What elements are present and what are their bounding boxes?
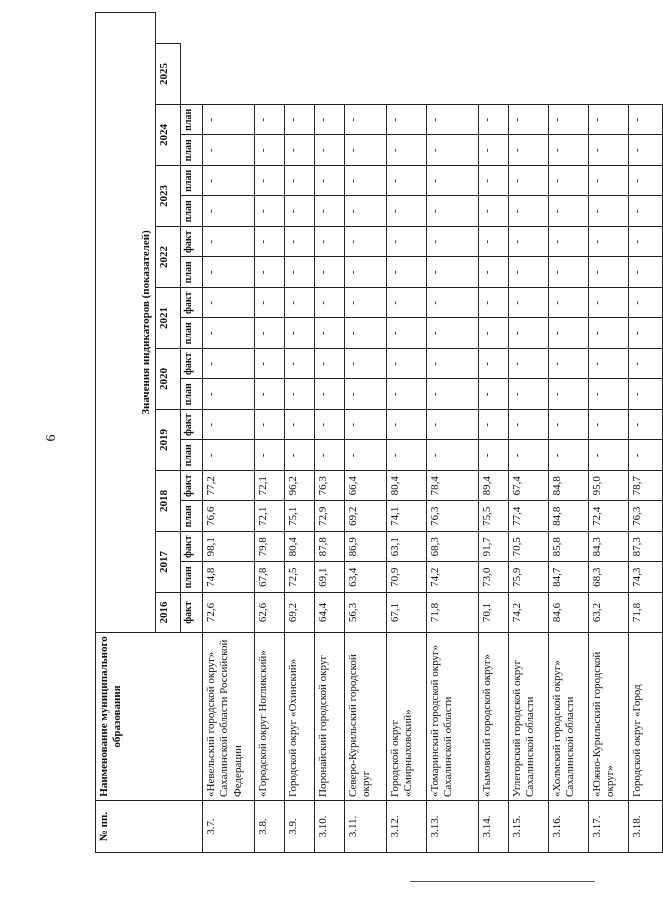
value-cell: -: [509, 166, 549, 197]
value-cell: -: [629, 349, 663, 380]
value-fact-2018: 77,2: [203, 471, 255, 502]
row-name: «Холмский городской округ» Сахалинской области: [549, 633, 589, 801]
value-cell: -: [549, 196, 589, 227]
value-cell: -: [315, 257, 345, 288]
value-cell: -: [285, 257, 315, 288]
value-fact-2016: 71,8: [629, 593, 663, 633]
value-cell: -: [255, 227, 285, 258]
value-cell: -: [427, 166, 479, 197]
value-fact-2018: 95,0: [589, 471, 629, 502]
value-fact-2016: 64,4: [315, 593, 345, 633]
value-cell: -: [629, 288, 663, 319]
sub-plan: план: [181, 166, 203, 197]
year-2019: 2019: [156, 410, 181, 471]
value-cell: -: [427, 227, 479, 258]
value-cell: -: [387, 288, 427, 319]
value-cell: -: [549, 349, 589, 380]
value-cell: -: [315, 135, 345, 166]
sub-plan: план: [181, 501, 203, 532]
row-number: 3.7.: [203, 801, 255, 853]
sub-plan: план: [181, 135, 203, 166]
value-fact-2016: 70,1: [479, 593, 509, 633]
value-cell: -: [479, 318, 509, 349]
sub-plan: план: [181, 379, 203, 410]
footer-rule: [410, 881, 595, 882]
value-fact-2017: 87,8: [315, 532, 345, 563]
value-cell: -: [203, 257, 255, 288]
value-fact-2016: 69,2: [285, 593, 315, 633]
value-fact-2017: 98,1: [203, 532, 255, 563]
value-plan-2017: 63,4: [345, 562, 387, 593]
table-row: [509, 12, 549, 852]
row-name: «Невельский городской округ» Сахалинской области Российской Федерации: [203, 633, 255, 801]
rotated-table-container: [95, 53, 643, 853]
year-2020: 2020: [156, 349, 181, 410]
row-number: 3.17.: [589, 801, 629, 853]
value-plan-2017: 69,1: [315, 562, 345, 593]
value-cell: -: [589, 227, 629, 258]
value-plan-2017: 73,0: [479, 562, 509, 593]
sub-plan: план: [181, 318, 203, 349]
value-cell: -: [285, 318, 315, 349]
row-name: Северо-Курильский городской округ: [345, 633, 387, 801]
value-cell: -: [479, 257, 509, 288]
value-cell: -: [589, 440, 629, 471]
value-cell: -: [549, 105, 589, 136]
value-cell: -: [509, 440, 549, 471]
value-cell: -: [509, 318, 549, 349]
value-cell: -: [387, 196, 427, 227]
value-cell: -: [203, 318, 255, 349]
value-cell: -: [479, 227, 509, 258]
value-cell: -: [589, 318, 629, 349]
value-cell: -: [315, 105, 345, 136]
value-cell: -: [629, 166, 663, 197]
row-number: 3.16.: [549, 801, 589, 853]
value-cell: -: [549, 257, 589, 288]
value-cell: -: [479, 410, 509, 441]
row-name: «Тымовский городской округ»: [479, 633, 509, 801]
value-cell: -: [203, 135, 255, 166]
value-cell: -: [427, 379, 479, 410]
value-fact-2018: 66,4: [345, 471, 387, 502]
value-cell: -: [549, 135, 589, 166]
value-fact-2018: 96,2: [285, 471, 315, 502]
value-cell: -: [589, 257, 629, 288]
value-cell: -: [479, 349, 509, 380]
value-cell: -: [345, 440, 387, 471]
value-cell: -: [629, 196, 663, 227]
value-fact-2016: 74,2: [509, 593, 549, 633]
year-2017: 2017: [156, 532, 181, 593]
table-row: [427, 12, 479, 852]
value-cell: -: [255, 105, 285, 136]
value-cell: -: [509, 196, 549, 227]
value-cell: -: [509, 349, 549, 380]
value-cell: -: [589, 166, 629, 197]
row-name: Поронайский городской округ: [315, 633, 345, 801]
value-cell: -: [255, 257, 285, 288]
table-row: [549, 12, 589, 852]
value-cell: -: [589, 196, 629, 227]
value-fact-2016: 62,6: [255, 593, 285, 633]
sub-fact: факт: [181, 349, 203, 380]
value-cell: -: [345, 318, 387, 349]
value-plan-2018: 72,1: [255, 501, 285, 532]
value-plan-2018: 75,1: [285, 501, 315, 532]
value-cell: -: [345, 379, 387, 410]
indicators-table: [95, 12, 663, 853]
value-fact-2016: 56,3: [345, 593, 387, 633]
value-cell: -: [427, 105, 479, 136]
value-cell: -: [203, 196, 255, 227]
value-cell: -: [629, 105, 663, 136]
value-cell: -: [285, 105, 315, 136]
value-cell: -: [549, 379, 589, 410]
value-cell: -: [203, 349, 255, 380]
page-number: 6: [44, 434, 59, 442]
value-cell: -: [549, 227, 589, 258]
value-plan-2017: 74,3: [629, 562, 663, 593]
sub-fact: факт: [181, 410, 203, 441]
value-cell: -: [387, 349, 427, 380]
table-row: [629, 12, 663, 852]
value-cell: -: [255, 196, 285, 227]
value-cell: -: [387, 440, 427, 471]
value-cell: -: [549, 410, 589, 441]
sub-plan: план: [181, 196, 203, 227]
value-cell: -: [387, 227, 427, 258]
value-cell: -: [427, 318, 479, 349]
value-cell: -: [387, 410, 427, 441]
value-plan-2018: 69,2: [345, 501, 387, 532]
value-plan-2018: 77,4: [509, 501, 549, 532]
value-cell: -: [427, 440, 479, 471]
value-plan-2017: 70,9: [387, 562, 427, 593]
value-fact-2018: 84,8: [549, 471, 589, 502]
value-cell: -: [427, 410, 479, 441]
value-cell: -: [387, 318, 427, 349]
value-cell: -: [255, 166, 285, 197]
row-number: 3.15.: [509, 801, 549, 853]
value-fact-2018: 78,4: [427, 471, 479, 502]
value-cell: -: [255, 288, 285, 319]
year-2022: 2022: [156, 227, 181, 288]
value-cell: -: [629, 318, 663, 349]
value-cell: -: [509, 257, 549, 288]
value-cell: -: [255, 410, 285, 441]
table-row: [479, 12, 509, 852]
year-2018: 2018: [156, 471, 181, 532]
value-plan-2018: 76,6: [203, 501, 255, 532]
value-cell: -: [285, 440, 315, 471]
value-cell: -: [315, 166, 345, 197]
value-plan-2018: 75,5: [479, 501, 509, 532]
value-cell: -: [203, 166, 255, 197]
value-cell: -: [427, 196, 479, 227]
value-cell: -: [345, 196, 387, 227]
value-fact-2018: 76,3: [315, 471, 345, 502]
value-cell: -: [387, 257, 427, 288]
value-cell: -: [345, 257, 387, 288]
row-name: Углегорский городской округ Сахалинской области: [509, 633, 549, 801]
value-cell: -: [479, 135, 509, 166]
value-fact-2016: 71,8: [427, 593, 479, 633]
table-row: [589, 12, 629, 852]
value-cell: -: [255, 349, 285, 380]
value-fact-2017: 63,1: [387, 532, 427, 563]
row-name: «Томаринский городской округ» Сахалинской области: [427, 633, 479, 801]
value-cell: -: [509, 135, 549, 166]
value-cell: -: [285, 349, 315, 380]
value-cell: -: [203, 379, 255, 410]
value-cell: -: [629, 440, 663, 471]
value-fact-2017: 80,4: [285, 532, 315, 563]
value-cell: -: [629, 135, 663, 166]
value-cell: -: [549, 166, 589, 197]
year-2021: 2021: [156, 288, 181, 349]
value-cell: -: [345, 410, 387, 441]
value-plan-2017: 74,8: [203, 562, 255, 593]
value-cell: -: [589, 349, 629, 380]
value-fact-2017: 84,3: [589, 532, 629, 563]
value-cell: -: [315, 379, 345, 410]
value-cell: -: [255, 379, 285, 410]
value-cell: -: [285, 135, 315, 166]
value-cell: -: [255, 135, 285, 166]
sub-plan: план: [181, 440, 203, 471]
value-cell: -: [315, 440, 345, 471]
header-name: Наименование муниципального образования: [96, 633, 203, 801]
value-cell: -: [315, 349, 345, 380]
value-cell: -: [549, 440, 589, 471]
value-cell: -: [509, 410, 549, 441]
value-cell: -: [387, 166, 427, 197]
row-name: «Городской округ Ногликский»: [255, 633, 285, 801]
value-cell: -: [387, 105, 427, 136]
value-cell: -: [589, 379, 629, 410]
value-cell: -: [203, 227, 255, 258]
value-cell: -: [629, 379, 663, 410]
value-cell: -: [345, 135, 387, 166]
sub-fact: факт: [181, 288, 203, 319]
value-cell: -: [589, 288, 629, 319]
value-cell: -: [427, 288, 479, 319]
value-cell: -: [427, 257, 479, 288]
value-cell: -: [203, 105, 255, 136]
value-plan-2017: 67,8: [255, 562, 285, 593]
row-name: Городской округ «Смирныховский»: [387, 633, 427, 801]
value-cell: -: [387, 135, 427, 166]
value-plan-2017: 74,2: [427, 562, 479, 593]
year-2016: 2016: [156, 593, 181, 633]
value-cell: -: [345, 349, 387, 380]
value-cell: -: [285, 288, 315, 319]
value-fact-2017: 70,5: [509, 532, 549, 563]
value-cell: -: [509, 227, 549, 258]
year-2024: 2024: [156, 105, 181, 166]
value-cell: -: [285, 410, 315, 441]
sub-plan: план: [181, 562, 203, 593]
value-cell: -: [427, 135, 479, 166]
value-cell: -: [315, 410, 345, 441]
value-plan-2018: 76,3: [629, 501, 663, 532]
value-cell: -: [203, 440, 255, 471]
value-cell: -: [345, 105, 387, 136]
value-cell: -: [255, 318, 285, 349]
value-cell: -: [345, 288, 387, 319]
row-number: 3.14.: [479, 801, 509, 853]
header-values: Значения индикаторов (показателей): [96, 12, 156, 632]
value-fact-2016: 67,1: [387, 593, 427, 633]
value-cell: -: [549, 288, 589, 319]
value-cell: -: [285, 227, 315, 258]
value-cell: -: [315, 227, 345, 258]
row-number: 3.13.: [427, 801, 479, 853]
sub-fact: факт: [181, 471, 203, 502]
value-fact-2017: 85,8: [549, 532, 589, 563]
value-cell: -: [589, 410, 629, 441]
value-fact-2018: 80,4: [387, 471, 427, 502]
value-cell: -: [509, 379, 549, 410]
value-cell: -: [479, 166, 509, 197]
table-row: [387, 12, 427, 852]
value-plan-2018: 84,8: [549, 501, 589, 532]
value-cell: -: [589, 105, 629, 136]
row-number: 3.11.: [345, 801, 387, 853]
value-fact-2017: 68,3: [427, 532, 479, 563]
value-cell: -: [345, 166, 387, 197]
row-number: 3.10.: [315, 801, 345, 853]
value-cell: -: [479, 105, 509, 136]
table-row: [345, 12, 387, 852]
sub-fact: факт: [181, 532, 203, 563]
value-fact-2016: 72,6: [203, 593, 255, 633]
value-cell: -: [509, 288, 549, 319]
value-plan-2018: 76,3: [427, 501, 479, 532]
value-fact-2018: 67,4: [509, 471, 549, 502]
value-cell: -: [629, 410, 663, 441]
row-number: 3.8.: [255, 801, 285, 853]
value-cell: -: [315, 318, 345, 349]
value-cell: -: [479, 196, 509, 227]
value-plan-2018: 72,9: [315, 501, 345, 532]
value-fact-2018: 78,7: [629, 471, 663, 502]
value-cell: -: [285, 196, 315, 227]
value-cell: -: [509, 105, 549, 136]
value-plan-2017: 72,5: [285, 562, 315, 593]
value-cell: -: [315, 288, 345, 319]
value-plan-2017: 68,3: [589, 562, 629, 593]
value-cell: -: [427, 349, 479, 380]
value-fact-2018: 89,4: [479, 471, 509, 502]
year-2023: 2023: [156, 166, 181, 227]
sub-plan: план: [181, 257, 203, 288]
sub-fact: факт: [181, 227, 203, 258]
value-cell: -: [479, 288, 509, 319]
value-cell: -: [629, 257, 663, 288]
year-2025: 2025: [156, 44, 181, 105]
value-cell: -: [315, 196, 345, 227]
table-row: [315, 12, 345, 852]
value-cell: -: [629, 227, 663, 258]
value-fact-2017: 87,3: [629, 532, 663, 563]
value-cell: -: [203, 410, 255, 441]
value-cell: -: [479, 379, 509, 410]
row-number: 3.18.: [629, 801, 663, 853]
table-row: [285, 12, 315, 852]
value-cell: -: [549, 318, 589, 349]
value-fact-2016: 84,6: [549, 593, 589, 633]
row-name: «Южно-Курильский городской округ»: [589, 633, 629, 801]
row-name: Городской округ «Охинский»: [285, 633, 315, 801]
value-fact-2017: 86,9: [345, 532, 387, 563]
row-number: 3.12.: [387, 801, 427, 853]
value-cell: -: [203, 288, 255, 319]
value-plan-2018: 74,1: [387, 501, 427, 532]
row-number: 3.9.: [285, 801, 315, 853]
value-cell: -: [255, 440, 285, 471]
value-cell: -: [387, 379, 427, 410]
value-cell: -: [285, 166, 315, 197]
sub-fact: факт: [181, 593, 203, 633]
value-cell: -: [589, 135, 629, 166]
value-fact-2017: 91,7: [479, 532, 509, 563]
value-fact-2018: 72,1: [255, 471, 285, 502]
sub-plan: план: [181, 105, 203, 136]
value-cell: -: [345, 227, 387, 258]
row-name: Городской округ «Город: [629, 633, 663, 801]
value-plan-2017: 75,9: [509, 562, 549, 593]
value-plan-2018: 72,4: [589, 501, 629, 532]
value-cell: -: [479, 440, 509, 471]
value-cell: -: [285, 379, 315, 410]
header-no: № пп.: [96, 801, 203, 853]
value-plan-2017: 84,7: [549, 562, 589, 593]
value-fact-2016: 63,2: [589, 593, 629, 633]
value-fact-2017: 79,8: [255, 532, 285, 563]
table-row: [255, 12, 285, 852]
table-row: [203, 12, 255, 852]
